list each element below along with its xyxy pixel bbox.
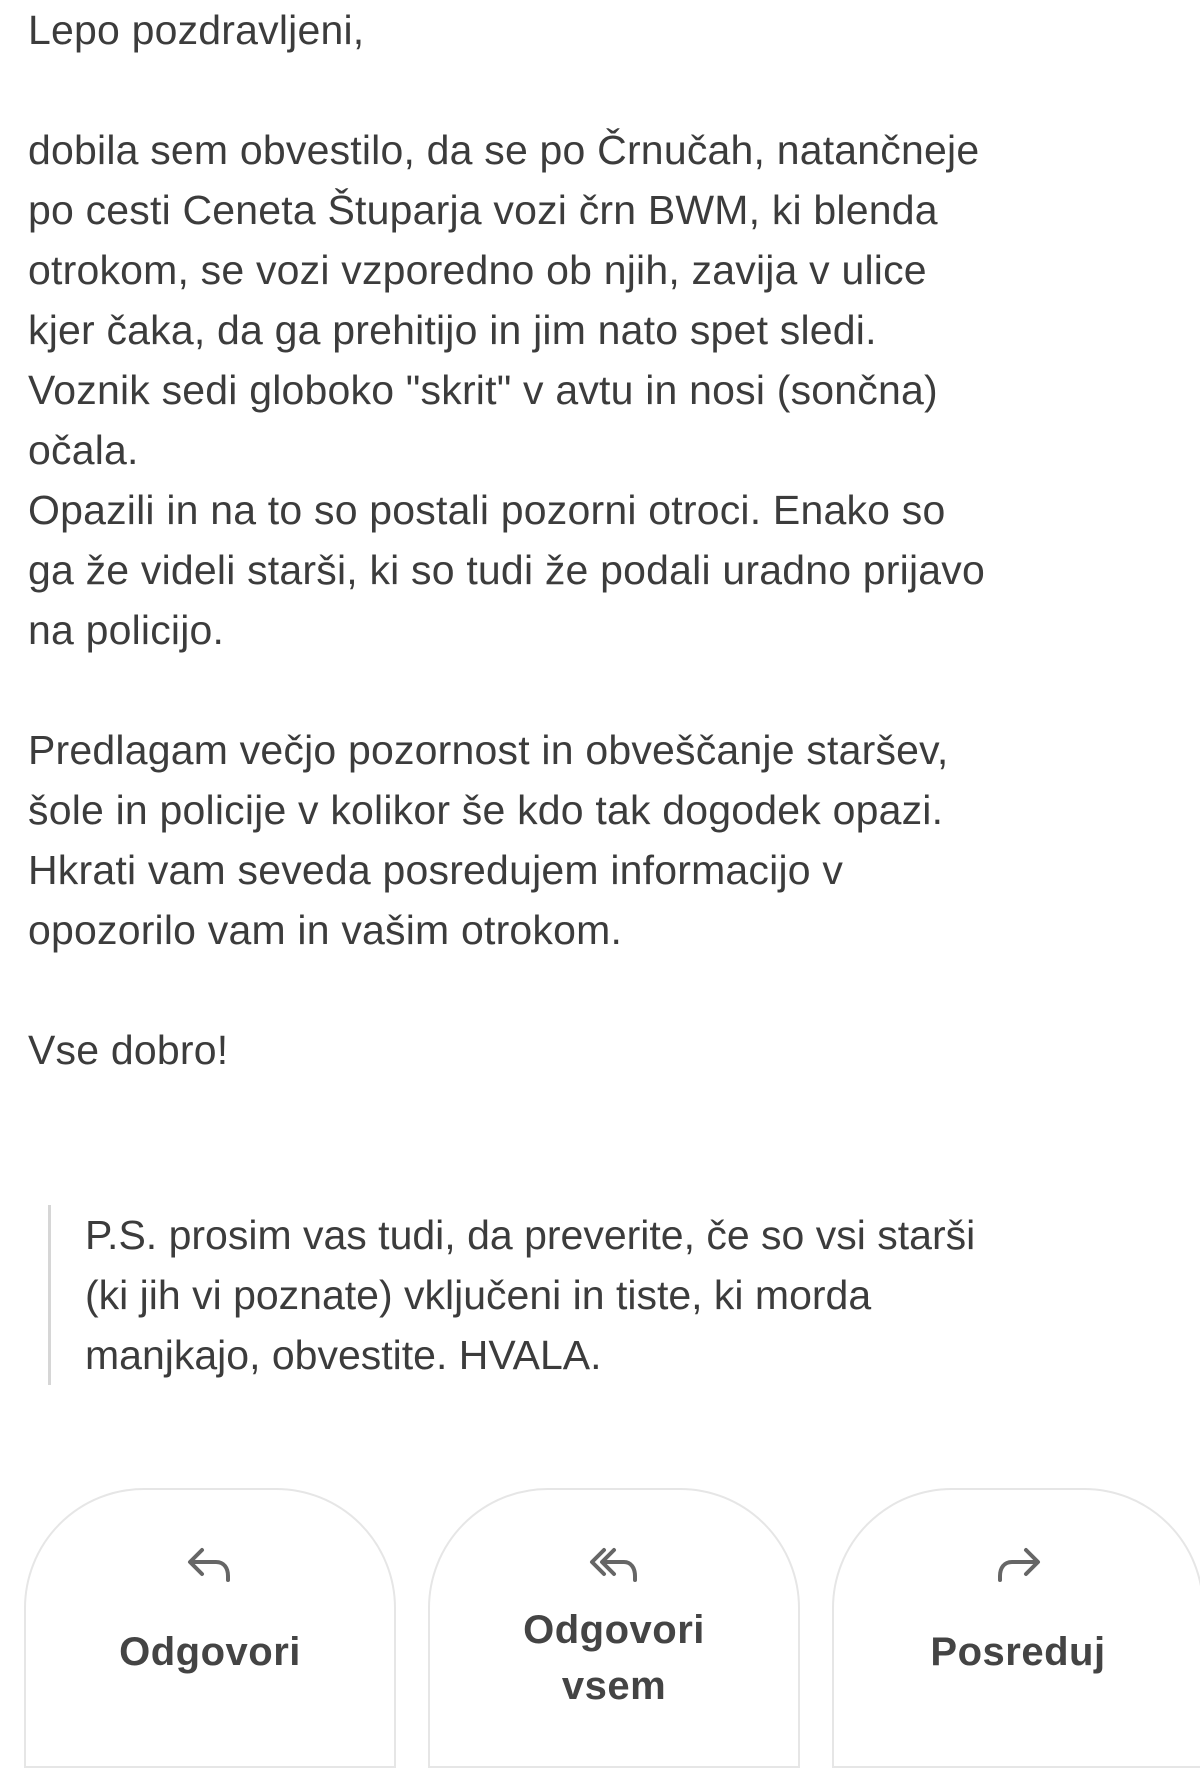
- email-paragraph-line: šole in policije v kolikor še kdo tak dogodek opazi.: [28, 787, 944, 833]
- reply-button[interactable]: [24, 1488, 396, 1768]
- forward-icon: [988, 1540, 1048, 1590]
- blank-line: [28, 660, 1200, 720]
- reply-all-label-line2: vsem: [561, 1664, 667, 1708]
- blank-line: [28, 960, 1200, 1020]
- email-closing: Vse dobro!: [28, 1027, 229, 1073]
- reply-label: Odgovori: [119, 1630, 301, 1674]
- reply-all-label-line1: Odgovori: [523, 1608, 705, 1652]
- forward-button[interactable]: [832, 1488, 1200, 1768]
- email-paragraph-line: očala.: [28, 427, 139, 473]
- email-body: [28, 0, 1200, 1080]
- reply-icon: [180, 1540, 240, 1590]
- email-paragraph-line: Opazili in na to so postali pozorni otroci. Enako so: [28, 487, 946, 533]
- email-paragraph-line: ga že videli starši, ki so tudi že podali uradno prijavo: [28, 547, 985, 593]
- email-paragraph-line: Predlagam večjo pozornost in obveščanje staršev,: [28, 727, 949, 773]
- reply-all-label: [523, 1602, 705, 1714]
- postscript-line: P.S. prosim vas tudi, da preverite, če so vsi starši: [85, 1212, 976, 1258]
- reply-all-button[interactable]: [428, 1488, 800, 1768]
- email-greeting: Lepo pozdravljeni,: [28, 7, 365, 53]
- blank-line: [28, 60, 1200, 120]
- postscript-line: (ki jih vi poznate) vključeni in tiste, ki morda: [85, 1272, 872, 1318]
- email-paragraph-line: opozorilo vam in vašim otrokom.: [28, 907, 623, 953]
- email-paragraph-line: na policijo.: [28, 607, 225, 653]
- email-paragraph-line: dobila sem obvestilo, da se po Črnučah, natančneje: [28, 127, 980, 173]
- postscript-line: manjkajo, obvestite. HVALA.: [85, 1332, 602, 1378]
- email-paragraph-line: Hkrati vam seveda posredujem informacijo v: [28, 847, 844, 893]
- reply-all-icon: [584, 1540, 644, 1590]
- email-paragraph-line: kjer čaka, da ga prehitijo in jim nato spet sledi.: [28, 307, 877, 353]
- forward-label: Posreduj: [930, 1630, 1106, 1674]
- email-paragraph-line: Voznik sedi globoko "skrit" v avtu in nosi (sončna): [28, 367, 938, 413]
- postscript-quote: [48, 1205, 1200, 1385]
- email-paragraph-line: otrokom, se vozi vzporedno ob njih, zavija v ulice: [28, 247, 927, 293]
- email-actions-bar: [24, 1488, 1200, 1712]
- email-paragraph-line: po cesti Ceneta Štuparja vozi črn BWM, ki blenda: [28, 187, 938, 233]
